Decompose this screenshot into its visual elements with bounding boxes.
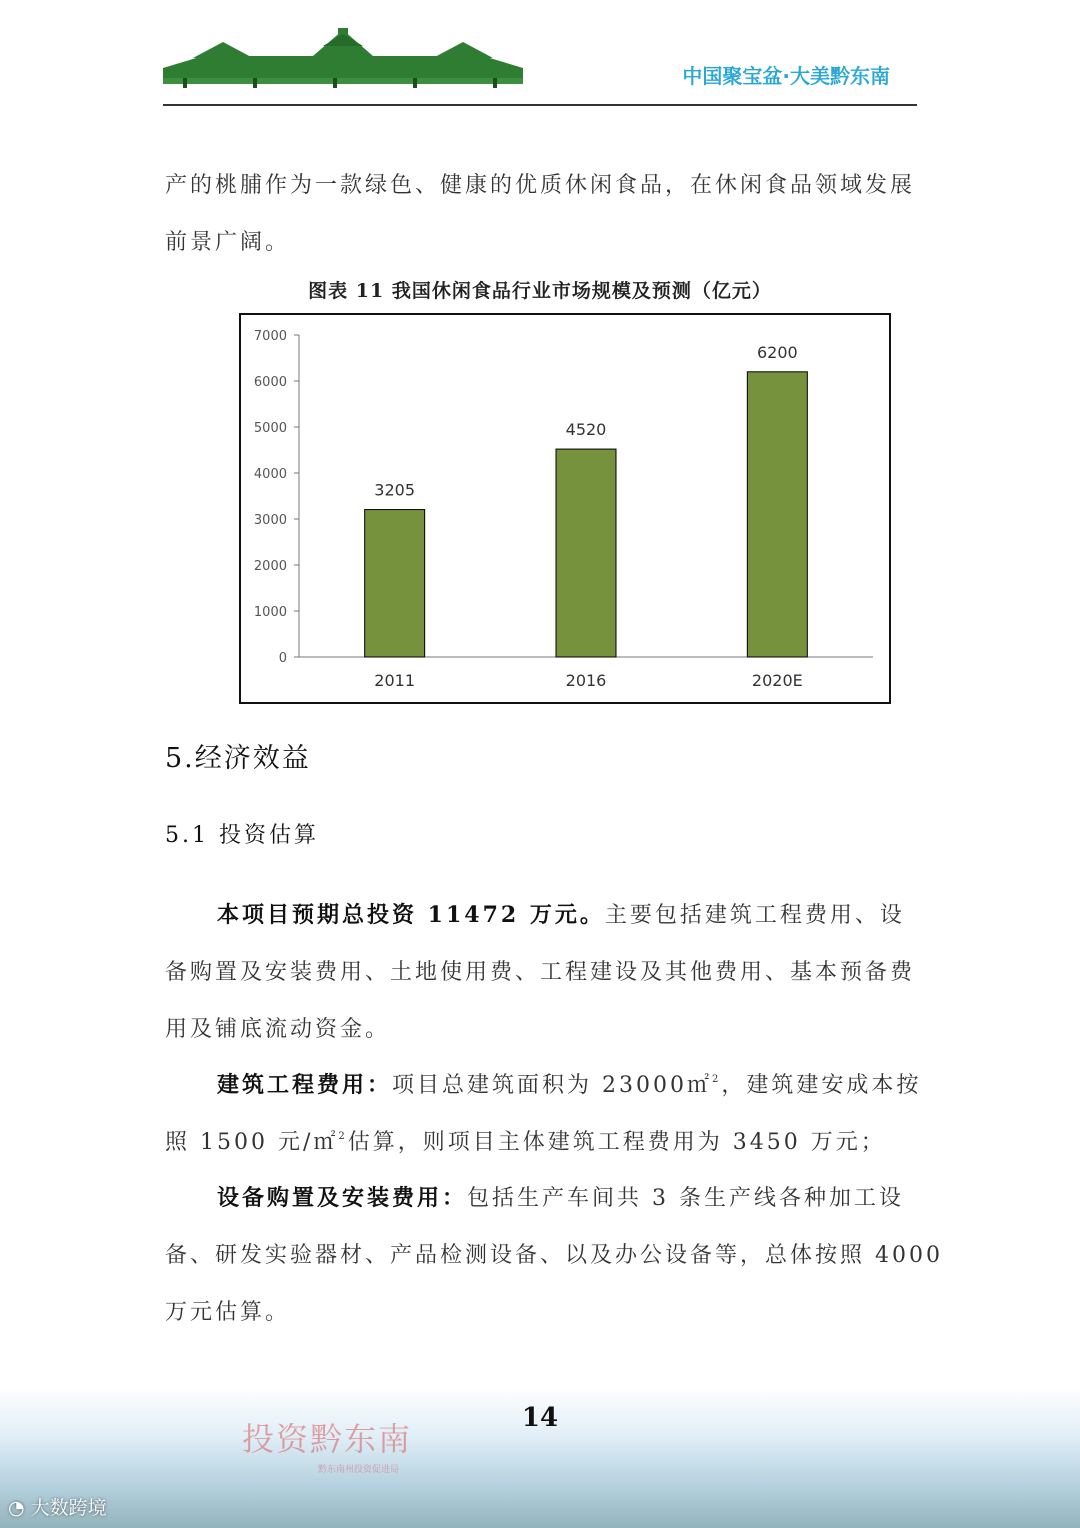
- y-tick-label: 6000: [253, 375, 287, 390]
- building-area-text: 项目总建筑面积为 23000㎡: [392, 1073, 712, 1098]
- equipment-cost-paragraph: [165, 1170, 945, 1341]
- superscript-2-second: 2: [338, 1131, 348, 1142]
- bar-2020E: [747, 372, 807, 657]
- watermark-subtitle: 黔东南州投资促进局: [318, 1465, 400, 1475]
- equipment-cost-lead: 设备购置及安装费用：: [217, 1185, 468, 1211]
- investment-total-lead: 本项目预期总投资 11472 万元。: [217, 902, 605, 928]
- figure-caption: 图表 11 我国休闲食品行业市场规模及预测（亿元）: [308, 280, 772, 302]
- building-cost-lead: 建筑工程费用：: [217, 1072, 393, 1098]
- equipment-cost-text: 包括生产车间共 3 条生产线各种加工设备、研发实验器材、产品检测设备、以及办公设备等，总体按照 4000 万元估算。: [165, 1186, 943, 1325]
- bar-chart-frame: [239, 313, 891, 704]
- header-slogan: 中国聚宝盆·大美黔东南: [682, 64, 890, 88]
- y-tick-label: 3000: [253, 513, 287, 528]
- y-tick-label: 7000: [253, 329, 287, 344]
- y-tick-label: 4000: [253, 467, 287, 482]
- y-tick-label: 5000: [253, 421, 287, 436]
- bar-value-label: 6200: [756, 342, 798, 362]
- building-total-text: 估算，则项目主体建筑工程费用为 3450 万元；: [347, 1130, 886, 1155]
- bar-chart: [241, 315, 889, 702]
- building-unit-cost-text: ，建筑建安成本按照 1500 元/㎡: [165, 1073, 922, 1155]
- intro-paragraph: 产的桃脯作为一款绿色、健康的优质休闲食品，在休闲食品领域发展前景广阔。: [165, 173, 916, 255]
- y-tick-label: 1000: [253, 605, 287, 620]
- x-category-label: 2020E: [751, 671, 803, 690]
- watermark-logo-text: 投资黔东南: [242, 1420, 413, 1458]
- header-divider: [163, 104, 917, 106]
- x-category-label: 2011: [374, 671, 416, 690]
- weibo-logo-icon: ◔: [8, 1497, 31, 1519]
- superscript-2: 2: [712, 1074, 722, 1085]
- bar-2016: [556, 449, 616, 657]
- building-cost-paragraph: [165, 1057, 925, 1171]
- x-category-label: 2016: [565, 671, 607, 690]
- investment-breakdown-text: 主要包括建筑工程费用、设备购置及安装费用、土地使用费、工程建设及其他费用、基本预备费用及铺底流动资金。: [165, 903, 916, 1042]
- bar-2011: [365, 510, 425, 657]
- bar-value-label: 3205: [374, 480, 416, 500]
- page-number: 14: [521, 1403, 559, 1433]
- pagoda-silhouette-icon: [163, 28, 523, 90]
- header-banner-pagoda-graphic: [163, 28, 523, 90]
- section-heading: 5.经济效益: [165, 743, 311, 774]
- y-tick-label: 0: [278, 651, 287, 666]
- y-tick-label: 2000: [253, 559, 287, 574]
- corner-watermark: [8, 1493, 107, 1520]
- subsection-heading: 5.1 投资估算: [165, 823, 319, 848]
- investment-paragraph: [165, 887, 925, 1058]
- corner-watermark-text: 大数跨境: [30, 1497, 107, 1519]
- bar-value-label: 4520: [565, 420, 607, 440]
